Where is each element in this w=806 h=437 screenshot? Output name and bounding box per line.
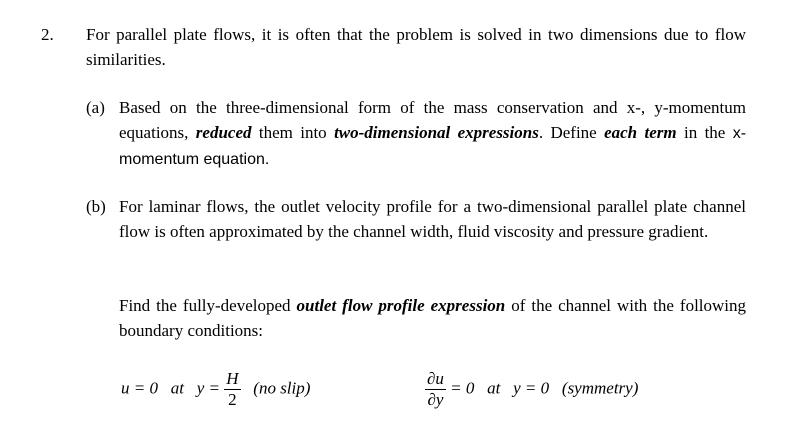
bc1-var: y = xyxy=(196,378,220,398)
part-a-emphasis-each-term: each term xyxy=(604,123,677,142)
bc1-at: at xyxy=(170,378,184,398)
part-a-text xyxy=(119,95,746,172)
question-intro: For parallel plate flows, it is often that the problem is solved in two dimensions due to flow similarities. xyxy=(86,25,746,69)
question-number: 2. xyxy=(41,25,54,44)
bc2-rhs: = 0 xyxy=(450,378,475,398)
bc2-denominator: ∂y xyxy=(427,390,444,409)
bc1-lhs: u = 0 xyxy=(121,378,158,398)
part-a-text-1: Based on the three-dimensional form of the mass conservation and x-, y-momentum equations, xyxy=(119,98,746,142)
find-emphasis: outlet flow profile expression xyxy=(296,296,506,315)
part-a-text-4: in the xyxy=(684,123,726,142)
bc1-numerator: H xyxy=(226,369,239,388)
part-b-label: (b) xyxy=(86,197,106,216)
find-text-2: of the channel with the following boundary conditions: xyxy=(119,296,747,340)
part-a-text-2: them into xyxy=(258,123,327,142)
bc2-numerator: ∂u xyxy=(427,369,444,388)
part-a-label: (a) xyxy=(86,98,105,117)
part-a-emphasis-reduced: reduced xyxy=(195,123,252,142)
boundary-condition-no-slip xyxy=(121,369,310,410)
part-a-text-3: . Define xyxy=(538,123,597,142)
bc1-note: (no slip) xyxy=(253,378,311,398)
bc2-cond: y = 0 xyxy=(513,378,550,398)
find-text-1: Find the fully-developed xyxy=(119,296,291,315)
bc1-fraction xyxy=(224,369,240,410)
part-a-emphasis-2d: two-dimensional expressions xyxy=(334,123,539,142)
part-a-text-5: x-momentum equation. xyxy=(119,125,747,168)
find-instruction xyxy=(119,293,746,343)
boundary-condition-symmetry xyxy=(425,369,638,410)
bc2-fraction xyxy=(425,369,446,410)
part-b-text: For laminar flows, the outlet velocity profile for a two-dimensional parallel plate channel flow is often approximated by the channel width, fluid viscosity and pressure gradient. xyxy=(119,197,746,241)
bc1-denominator: 2 xyxy=(228,390,237,409)
bc2-at: at xyxy=(487,378,501,398)
bc2-note: (symmetry) xyxy=(561,378,639,398)
